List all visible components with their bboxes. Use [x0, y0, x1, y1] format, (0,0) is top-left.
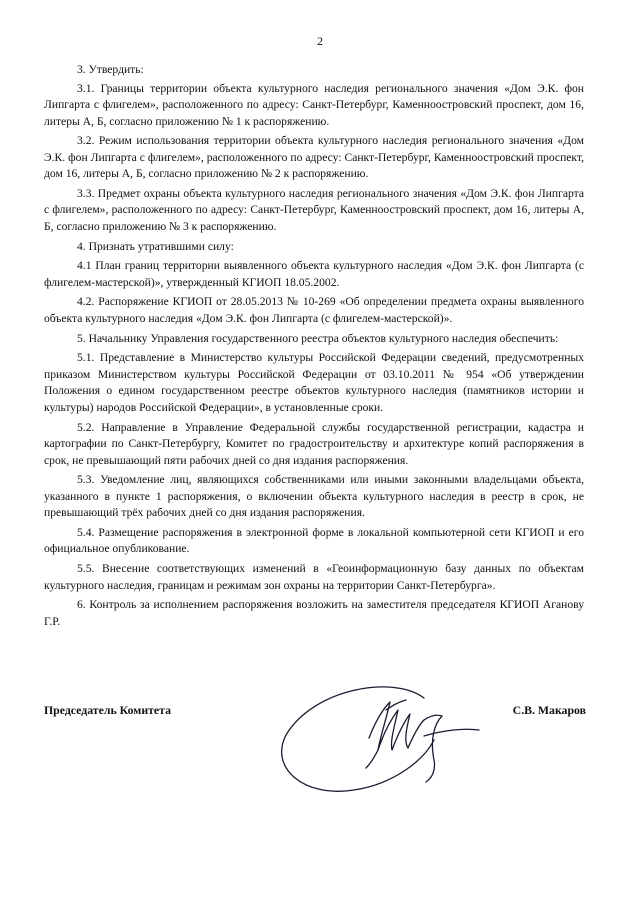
page-number: 2 [317, 34, 323, 48]
paragraph-3-3: 3.3. Предмет охраны объекта культурного наследия регионального значения «Дом Э.К. фон Липгарта с флигелем», расположенного по адресу: Санкт-Петербург, Каменноостровский проспект, дом 16, литеры А, Б, согласно приложению № 3 к распоряжению. [44, 186, 584, 233]
signatory-title: Председатель Комитета [44, 703, 171, 717]
document-body [44, 62, 584, 633]
signatory-name: С.В. Макаров [512, 703, 586, 717]
paragraph-3-1: 3.1. Границы территории объекта культурного наследия регионального значения «Дом Э.К. фон Липгарта с флигелем», расположенного по адресу: Санкт-Петербург, Каменноостровский проспект, дом 16, литеры А, Б, согласно приложению № 1 к распоряжению. [44, 81, 584, 128]
paragraph-5-3: 5.3. Уведомление лиц, являющихся собственниками или иными законными владельцами объекта, указанного в пункте 1 распоряжения, о включении объекта культурного наследия в реестр в срок, не превышающий трёх рабочих дней со дня издания распоряжения. [44, 473, 584, 520]
paragraph-4-2: 4.2. Распоряжение КГИОП от 28.05.2013 № 10-269 «Об определении предмета охраны выявленного объекта культурного наследия «Дом Э.К. фон Липгарта (с флигелем-мастерской)». [44, 295, 584, 325]
paragraph-5-5: 5.5. Внесение соответствующих изменений в «Геоинформационную базу данных по объектам культурного наследия, границам и режимам зон охраны на территории Санкт-Петербурга». [44, 562, 584, 592]
paragraph-5-2: 5.2. Направление в Управление Федеральной службы государственной регистрации, кадастра и картографии по Санкт-Петербургу, Комитет по градостроительству и архитектуре копий распоряжения в срок, не превышающий пяти рабочих дней со дня издания распоряжения. [44, 420, 584, 467]
paragraph-4: 4. Признать утратившими силу: [77, 239, 234, 253]
paragraph-4-1: 4.1 План границ территории выявленного объекта культурного наследия «Дом Э.К. фон Липгарта (с флигелем-мастерской)», утвержденный КГИОП 18.05.2002. [44, 259, 584, 289]
paragraph-5-4: 5.4. Размещение распоряжения в электронной форме в локальной компьютерной сети КГИОП и его официальное опубликование. [44, 525, 584, 556]
handwritten-signature [274, 680, 484, 800]
paragraph-3: 3. Утвердить: [77, 63, 144, 76]
paragraph-3-2: 3.2. Режим использования территории объекта культурного наследия регионального значения «Дом Э.К. фон Липгарта с флигелем», расположенного по адресу: Санкт-Петербург, Каменноостровский проспект, дом 16, литеры А, Б, согласно приложению № 2 к распоряжению. [44, 134, 584, 181]
paragraph-5: 5. Начальнику Управления государственного реестра объектов культурного наследия обеспечить: [77, 331, 559, 345]
signature-block [44, 700, 584, 820]
paragraph-5-1: 5.1. Представление в Министерство культуры Российской Федерации сведений, предусмотренных приказом Министерством культуры Российской Федерации от 03.10.2011 № 954 «Об утверждении Положения о едином государственном реестре объектов культурного наследия (памятников истории и культуры) народов Российской Федерации», в установленные сроки. [44, 351, 584, 414]
paragraph-6: 6. Контроль за исполнением распоряжения возложить на заместителя председателя КГИОП Аганову Г.Р. [44, 598, 584, 628]
